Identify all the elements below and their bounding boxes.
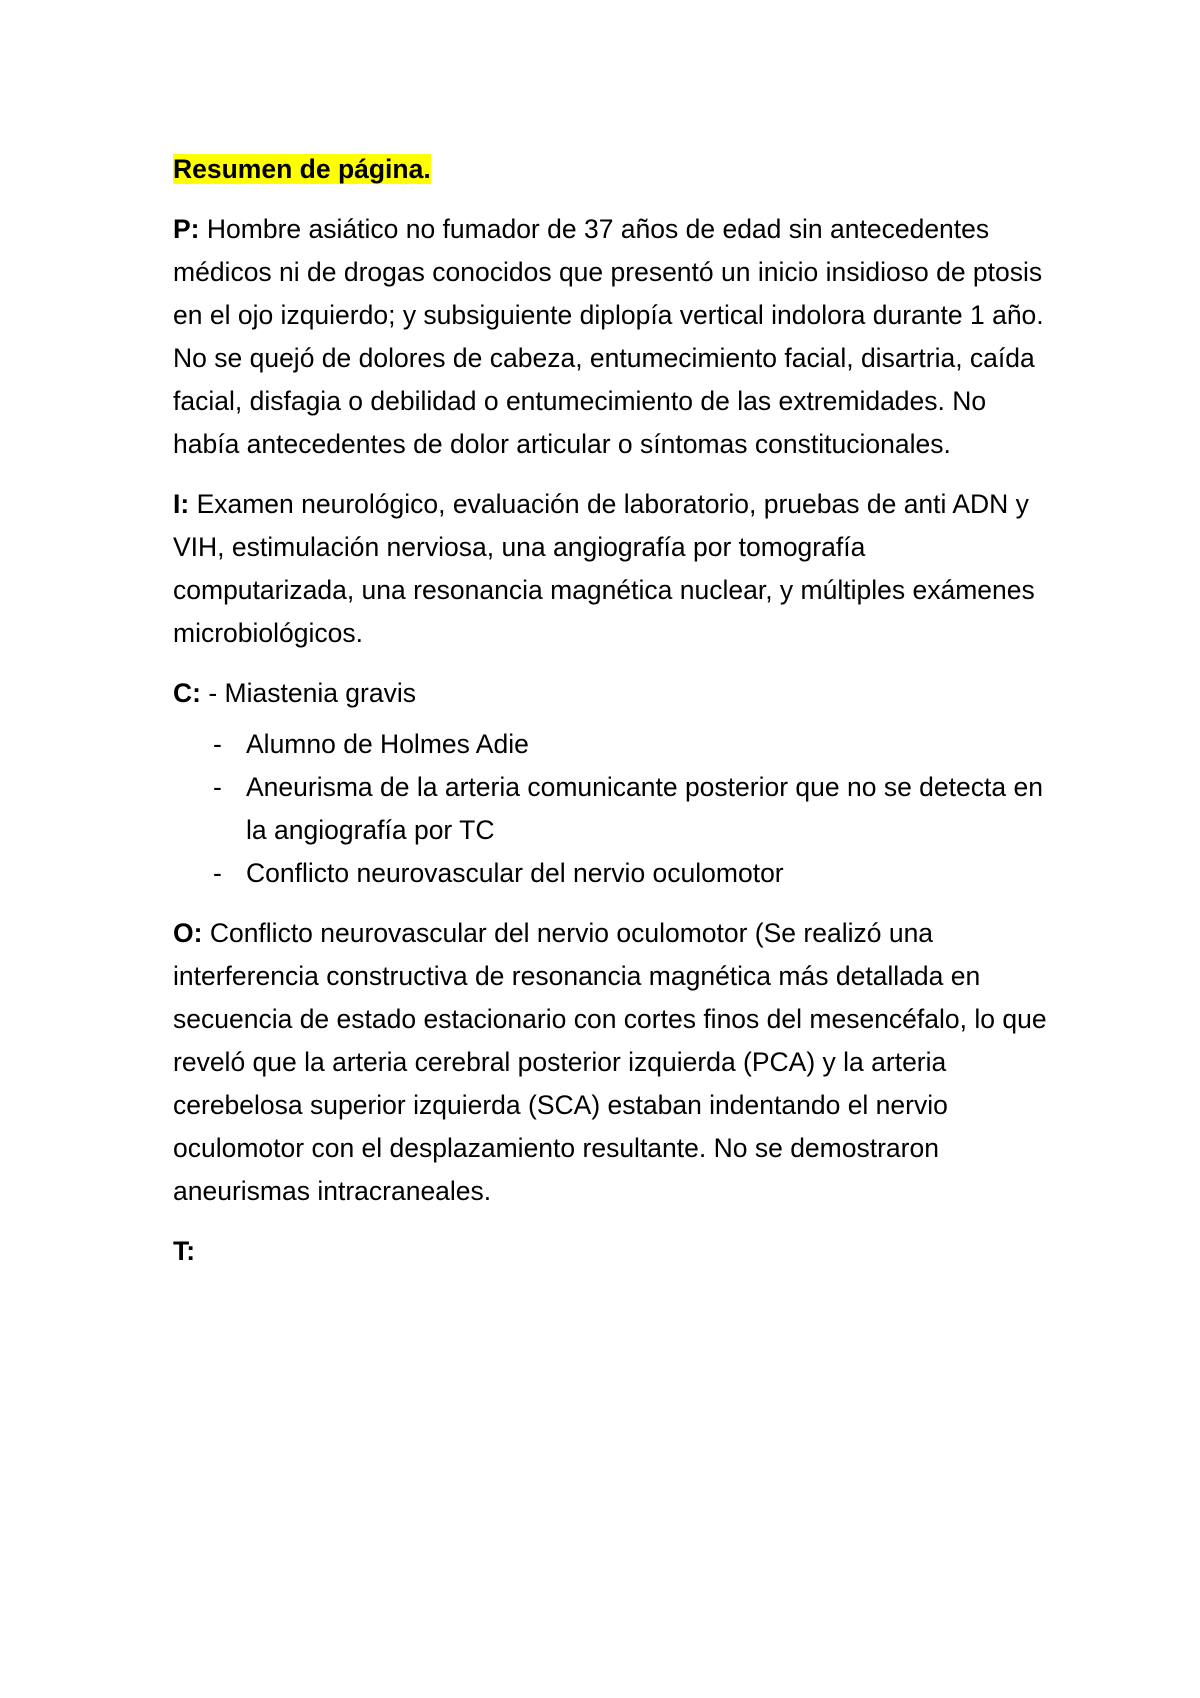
section-p (173, 208, 1053, 466)
list-dash: - (213, 858, 222, 888)
list-item-text: Alumno de Holmes Adie (246, 729, 529, 759)
section-p-text: Hombre asiático no fumador de 37 años de edad sin antecedentes médicos ni de drogas conocidos que presentó un inicio insidioso de ptosis en el ojo izquierdo; y subsiguiente diplopía vertical indolora durante 1 año. No se quejó de dolores de cabeza, entumecimiento facial, disartria, caída facial, disfagia o debilidad o entumecimiento de las extremidades. No había antecedentes de dolor articular o síntomas constitucionales. (173, 214, 1044, 459)
section-i (173, 483, 1053, 655)
page-title: Resumen de página. (173, 154, 431, 184)
section-c (173, 672, 1053, 715)
section-p-label: P: (173, 214, 200, 244)
list-item (173, 766, 1053, 852)
section-c-list (173, 723, 1053, 895)
list-dash: - (213, 772, 222, 802)
section-o-text: Conflicto neurovascular del nervio oculomotor (Se realizó una interferencia constructiva de resonancia magnética más detallada en secuencia de estado estacionario con cortes finos del mesencéfalo, lo que reveló que la arteria cerebral posterior izquierda (PCA) y la arteria cerebelosa superior izquierda (SCA) estaban indentando el nervio oculomotor con el desplazamiento resultante. No se demostraron aneurismas intracraneales. (173, 918, 1047, 1206)
section-o-label: O: (173, 918, 203, 948)
list-item-text: Conflicto neurovascular del nervio oculomotor (246, 858, 784, 888)
list-dash: - (213, 729, 222, 759)
section-i-label: I: (173, 489, 190, 519)
section-c-label: C: (173, 678, 201, 708)
section-t-label: T: (173, 1236, 196, 1266)
section-t (173, 1230, 1053, 1273)
page-title-container (173, 148, 1053, 191)
document-page (173, 148, 1053, 1290)
list-item (173, 852, 1053, 895)
section-o (173, 912, 1053, 1213)
section-i-text: Examen neurológico, evaluación de laboratorio, pruebas de anti ADN y VIH, estimulación nerviosa, una angiografía por tomografía computarizada, una resonancia magnética nuclear, y múltiples exámenes microbiológicos. (173, 489, 1035, 648)
list-item (173, 723, 1053, 766)
list-item-text: Aneurisma de la arteria comunicante posterior que no se detecta en la angiografía por TC (246, 772, 1043, 845)
section-c-first-item: - Miastenia gravis (208, 678, 416, 708)
